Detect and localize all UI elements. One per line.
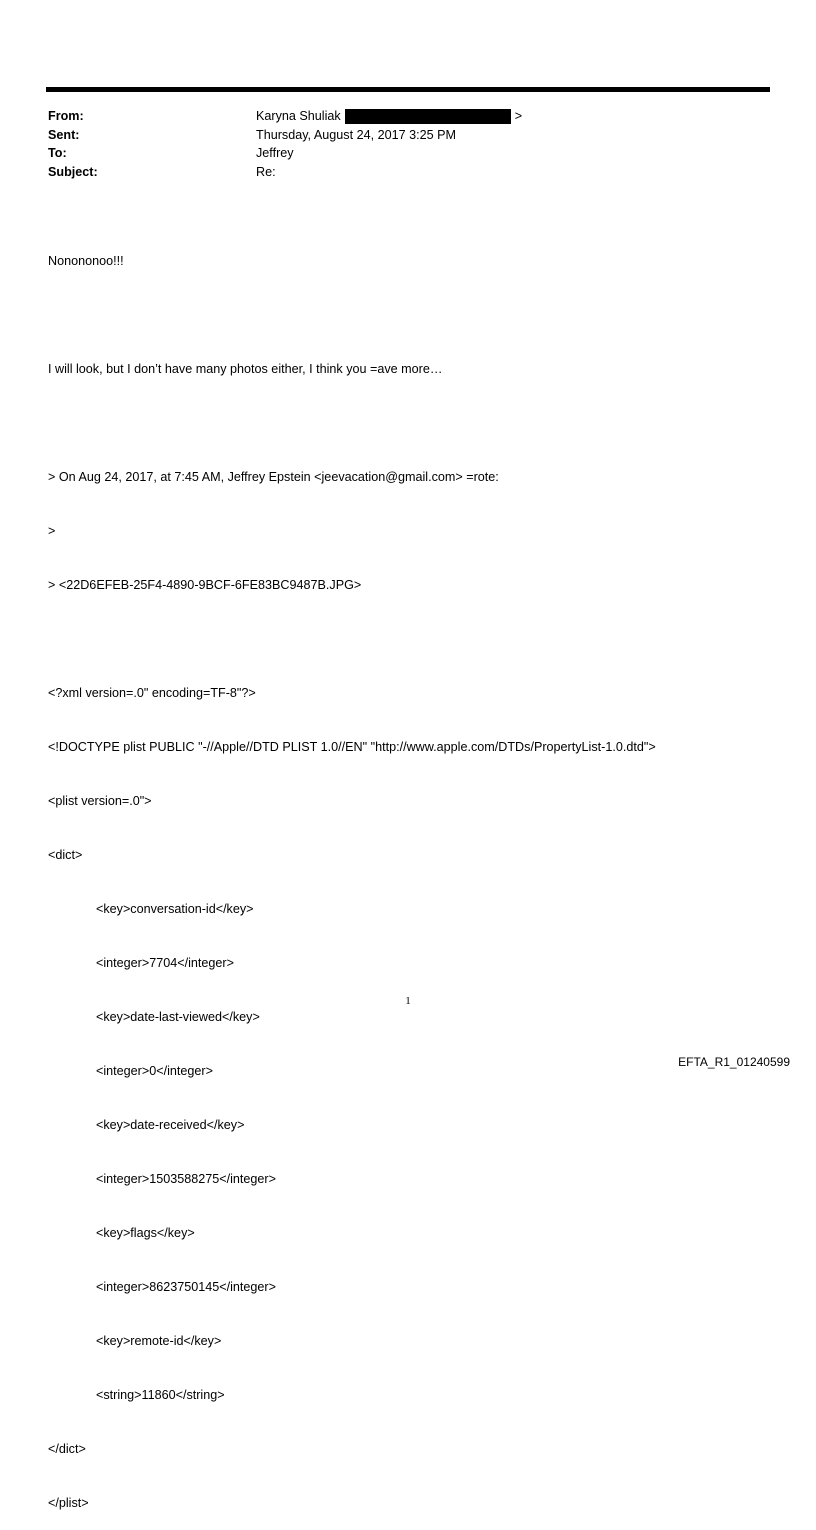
to-label: To: bbox=[48, 146, 67, 160]
blank-line bbox=[48, 630, 656, 648]
blank-line bbox=[48, 306, 656, 324]
quoted-line: > bbox=[48, 524, 56, 538]
body-line: Nonononoo!!! bbox=[48, 254, 124, 268]
from-suffix: > bbox=[514, 109, 523, 123]
blank-line bbox=[48, 414, 656, 432]
sent-row bbox=[48, 126, 522, 145]
header-rule bbox=[46, 87, 770, 92]
dict-line: <key>date-last-viewed</key> bbox=[96, 1010, 260, 1024]
sent-value: Thursday, August 24, 2017 3:25 PM bbox=[256, 127, 456, 142]
xml-line: </dict> bbox=[48, 1442, 86, 1456]
subject-row bbox=[48, 163, 522, 182]
from-row bbox=[48, 107, 522, 126]
bates-number: EFTA_R1_01240599 bbox=[678, 1055, 790, 1069]
dict-line: <key>remote-id</key> bbox=[96, 1334, 222, 1348]
xml-line: <dict> bbox=[48, 848, 83, 862]
to-value: Jeffrey bbox=[256, 146, 294, 160]
page-number: 1 bbox=[405, 995, 411, 1007]
from-value: Karyna Shuliak bbox=[256, 109, 341, 123]
sent-label: Sent: bbox=[48, 127, 80, 142]
dict-line: <integer>8623750145</integer> bbox=[96, 1280, 276, 1294]
quoted-line: > On Aug 24, 2017, at 7:45 AM, Jeffrey Epstein <jeevacation@gmail.com> =rote: bbox=[48, 470, 499, 484]
dict-line: <key>flags</key> bbox=[96, 1226, 195, 1240]
to-row bbox=[48, 144, 522, 163]
email-body bbox=[48, 216, 656, 1530]
xml-line: <?xml version=.0" encoding=TF-8"?> bbox=[48, 686, 256, 700]
subject-label: Subject: bbox=[48, 164, 98, 179]
from-value-wrap bbox=[256, 107, 522, 126]
dict-line: <integer>1503588275</integer> bbox=[96, 1172, 276, 1186]
from-label: From: bbox=[48, 109, 84, 123]
dict-line: <integer>0</integer> bbox=[96, 1064, 213, 1078]
email-header bbox=[48, 107, 522, 181]
quoted-line: > <22D6EFEB-25F4-4890-9BCF-6FE83BC9487B.JPG> bbox=[48, 578, 362, 592]
body-line: I will look, but I don’t have many photos either, I think you =ave more… bbox=[48, 362, 443, 376]
dict-line: <key>conversation-id</key> bbox=[96, 902, 254, 916]
xml-line: <plist version=.0"> bbox=[48, 794, 152, 808]
xml-line: </plist> bbox=[48, 1496, 89, 1510]
xml-line: <!DOCTYPE plist PUBLIC "-//Apple//DTD PLIST 1.0//EN" "http://www.apple.com/DTDs/PropertyList-1.0.dtd"> bbox=[48, 740, 656, 754]
redaction-box bbox=[345, 109, 511, 124]
dict-line: <string>11860</string> bbox=[96, 1388, 225, 1402]
dict-line: <integer>7704</integer> bbox=[96, 956, 234, 970]
dict-line: <key>date-received</key> bbox=[96, 1118, 245, 1132]
subject-value: Re: bbox=[256, 164, 276, 179]
